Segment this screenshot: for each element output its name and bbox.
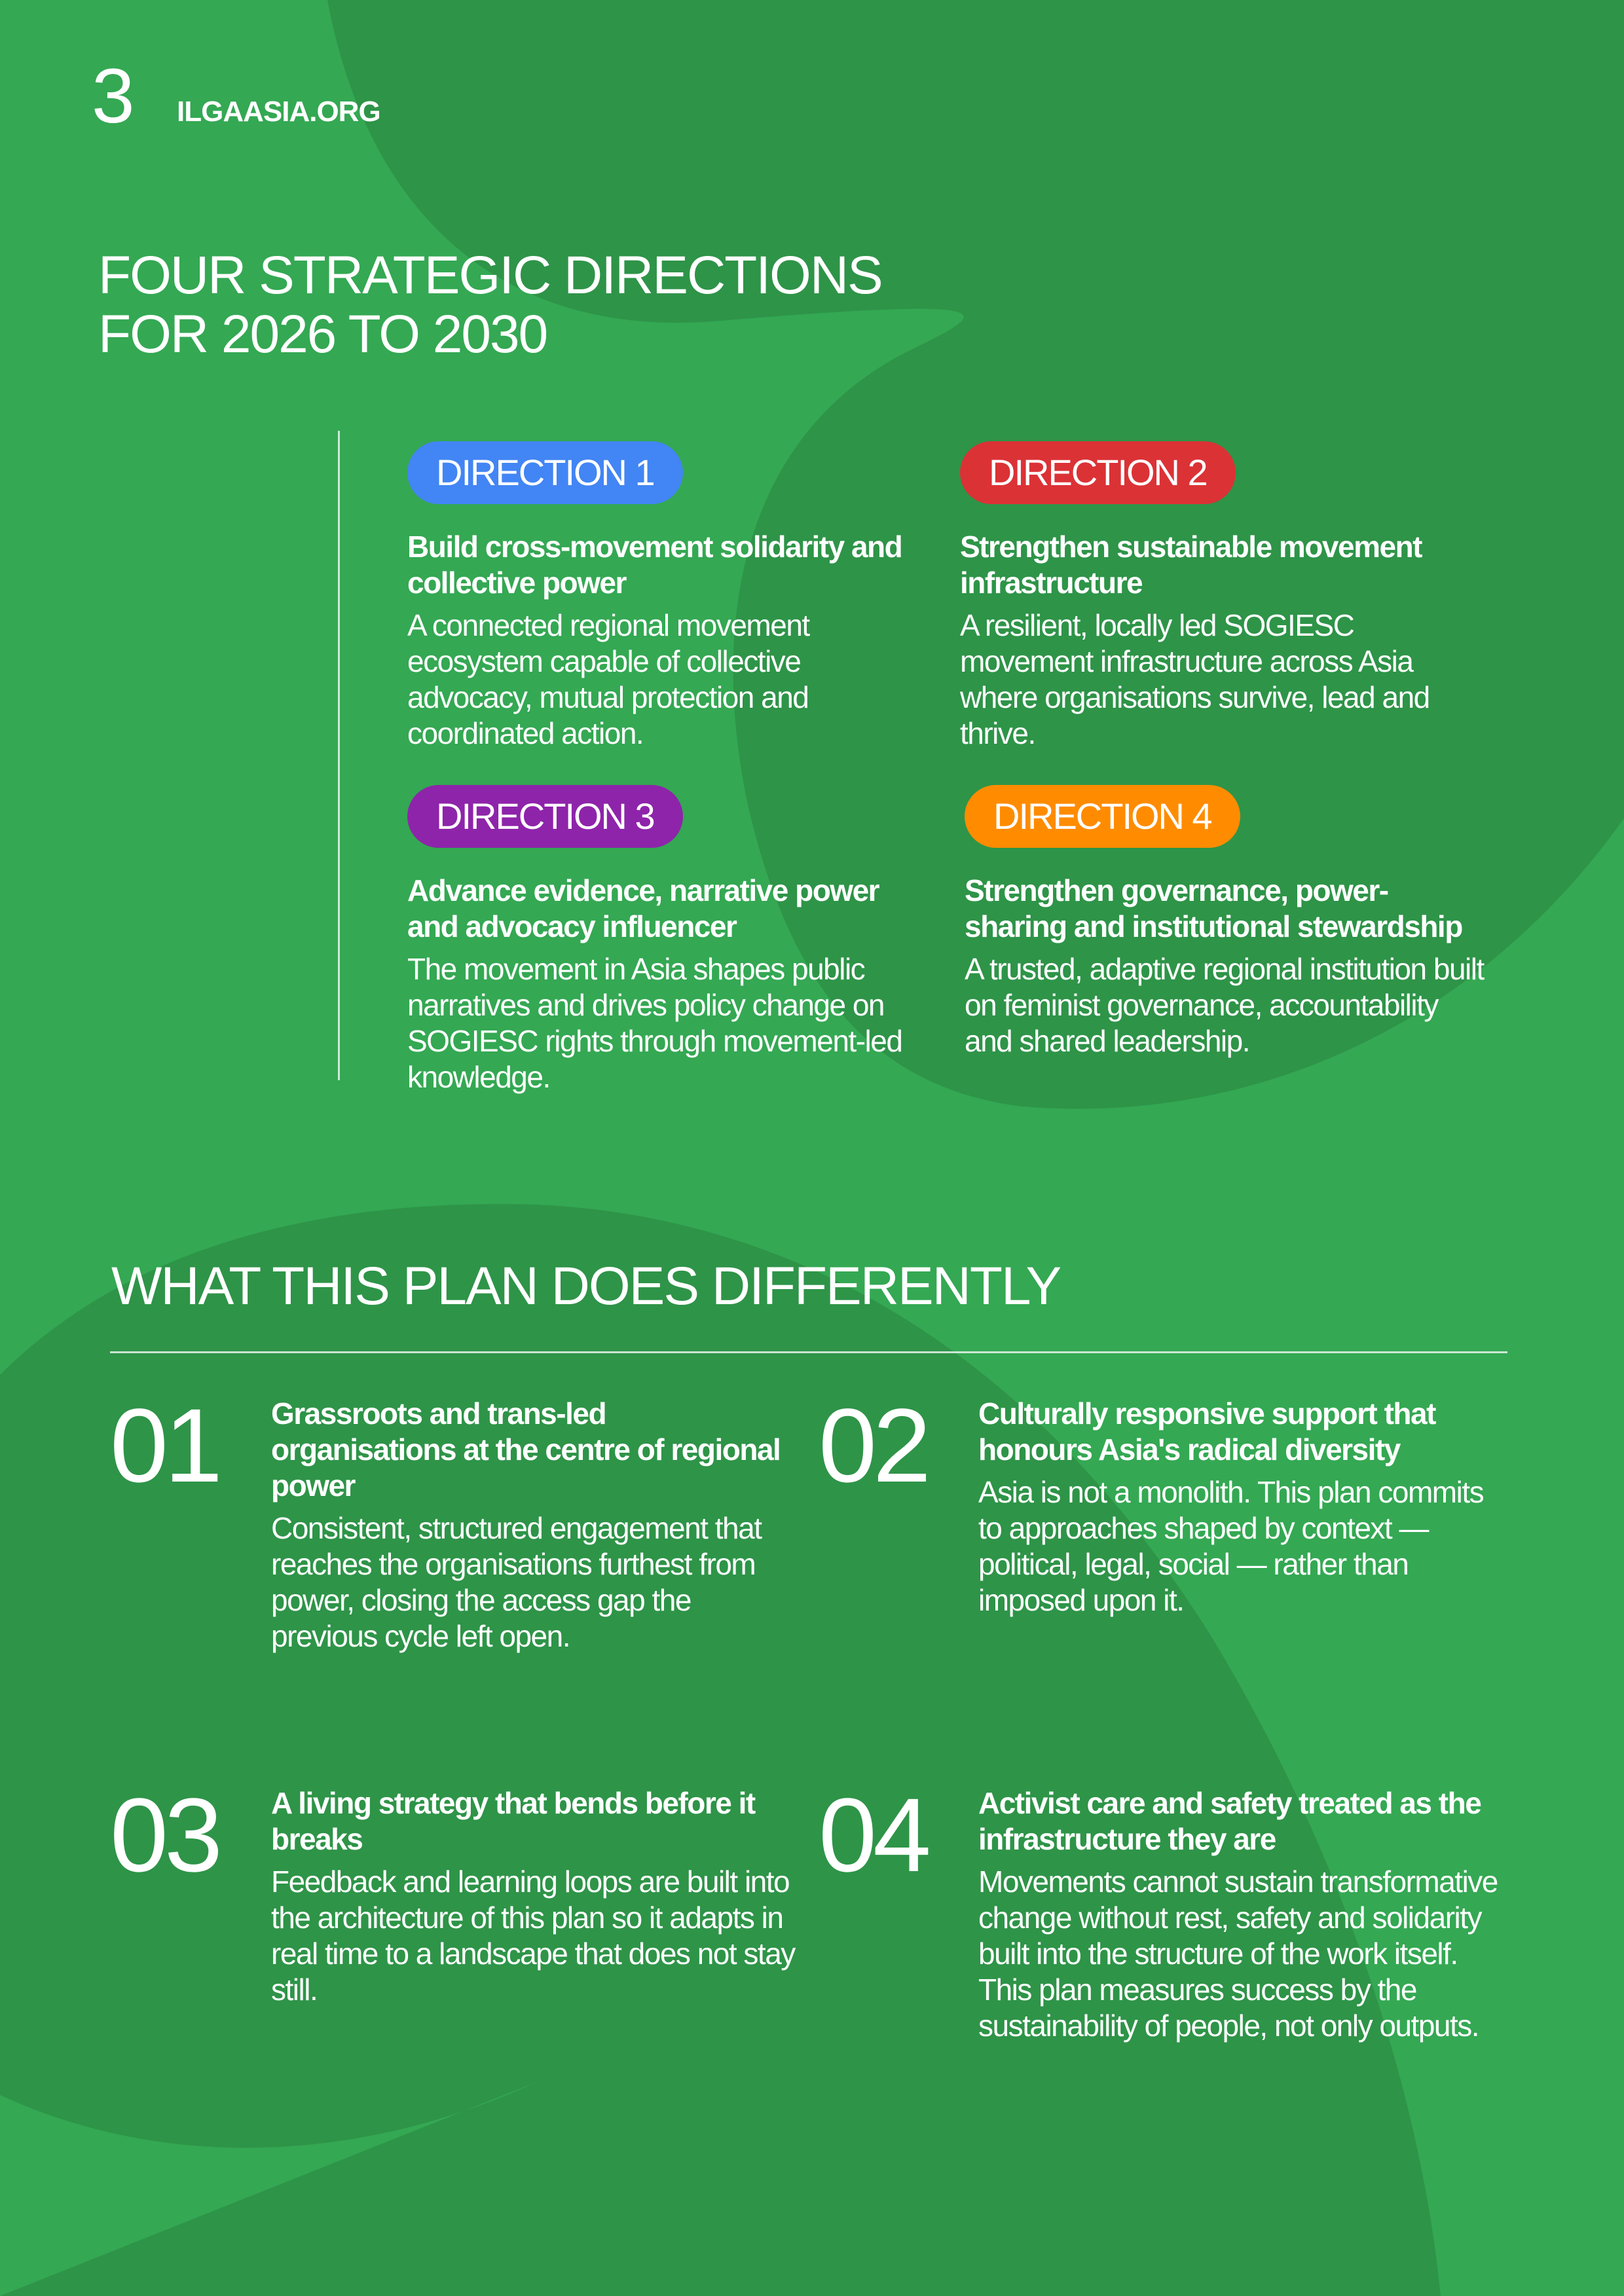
direction-heading: Build cross-movement solidarity and collective power	[407, 530, 902, 600]
difference-number: 01	[110, 1387, 219, 1504]
difference-number: 03	[110, 1776, 219, 1893]
directions-title	[98, 246, 1015, 364]
direction-card	[407, 441, 931, 752]
difference-number: 02	[819, 1387, 927, 1504]
difference-heading: Culturally responsive support that honours Asia's radical diversity	[978, 1396, 1435, 1467]
direction-label: DIRECTION 1	[407, 441, 683, 504]
difference-body: Movements cannot sustain transformative change without rest, safety and solidarity built into the structure of the work itself. This plan measures success by the sustainability of people, not only outputs.	[978, 1865, 1498, 2043]
direction-label: DIRECTION 3	[407, 785, 683, 848]
direction-body: A trusted, adaptive regional institution built on feminist governance, accountability and shared leadership.	[965, 952, 1484, 1058]
direction-label: DIRECTION 2	[960, 441, 1236, 504]
direction-card	[960, 441, 1484, 752]
difference-heading: A living strategy that bends before it breaks	[271, 1786, 755, 1856]
difference-body: Asia is not a monolith. This plan commits to approaches shaped by context — political, legal, social — rather than imposed upon it.	[978, 1475, 1484, 1617]
vertical-divider	[338, 431, 340, 1080]
difference-item	[978, 1396, 1502, 1618]
horizontal-divider	[110, 1351, 1507, 1353]
direction-body: A connected regional movement ecosystem capable of collective advocacy, mutual protection and coordinated action.	[407, 608, 809, 750]
difference-item	[978, 1785, 1502, 2044]
title-line: FOR 2026 TO 2030	[98, 304, 547, 364]
difference-body: Feedback and learning loops are built into the architecture of this plan so it adapts in real time to a landscape that does not stay still.	[271, 1865, 795, 2007]
page-number: 3	[92, 53, 134, 139]
title-line: FOUR STRATEGIC DIRECTIONS	[98, 246, 882, 305]
difference-heading: Grassroots and trans-led organisations at the centre of regional power	[271, 1396, 781, 1503]
direction-heading: Strengthen sustainable movement infrastructure	[960, 530, 1422, 600]
direction-body: The movement in Asia shapes public narratives and drives policy change on SOGIESC rights through movement-led knowledge.	[407, 952, 902, 1094]
direction-label: DIRECTION 4	[965, 785, 1240, 848]
site-url[interactable]: ILGAASIA.ORG	[177, 96, 380, 128]
difference-body: Consistent, structured engagement that reaches the organisations furthest from power, closing the access gap the previous cycle left open.	[271, 1511, 762, 1653]
difference-item	[271, 1785, 795, 2008]
direction-card	[965, 785, 1488, 1059]
direction-card	[407, 785, 931, 1095]
direction-heading: Advance evidence, narrative power and advocacy influencer	[407, 873, 879, 943]
difference-number: 04	[819, 1776, 927, 1893]
differences-title: WHAT THIS PLAN DOES DIFFERENTLY	[111, 1256, 1061, 1316]
direction-heading: Strengthen governance, power-sharing and institutional stewardship	[965, 873, 1462, 943]
direction-body: A resilient, locally led SOGIESC movement infrastructure across Asia where organisations survive, lead and thrive.	[960, 608, 1430, 750]
difference-item	[271, 1396, 795, 1654]
difference-heading: Activist care and safety treated as the infrastructure they are	[978, 1786, 1481, 1856]
